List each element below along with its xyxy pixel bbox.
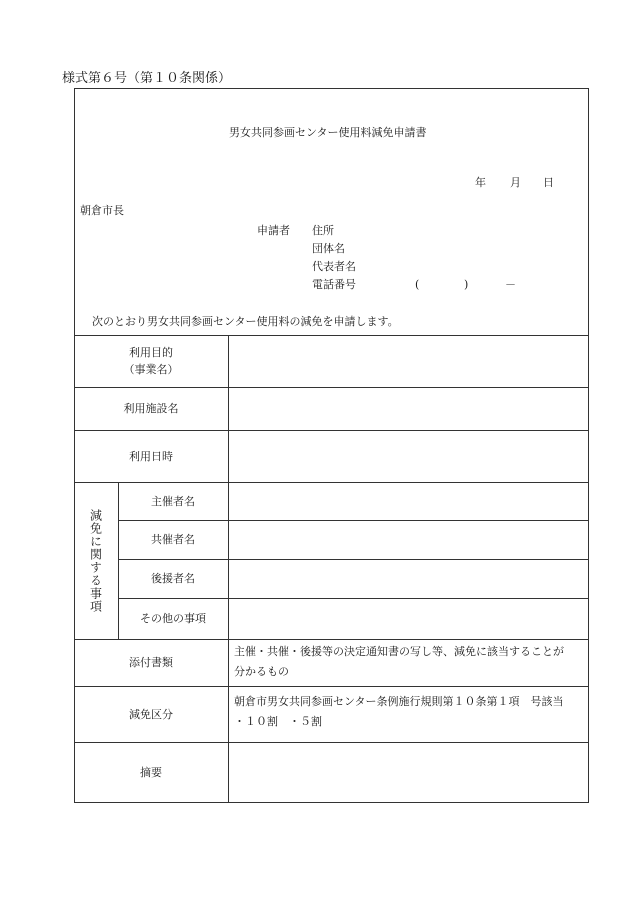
attachments-value-line1: 主催・共催・後援等の決定通知書の写し等、減免に該当することが (234, 645, 564, 658)
organizer-label: 主催者名 (151, 494, 195, 508)
datetime-label: 利用日時 (129, 449, 173, 463)
form-number: 様式第６号（第１０条関係） (62, 71, 232, 86)
form-title: 男女共同参画センター使用料減免申請書 (229, 126, 427, 139)
addressee: 朝倉市長 (80, 204, 124, 217)
phone-open-paren: ( (415, 278, 420, 291)
applicant-phone-label: 電話番号 (312, 278, 356, 291)
purpose-label-line1: 利用目的 (129, 346, 173, 359)
attachments-value (228, 642, 589, 684)
other-label: その他の事項 (140, 612, 206, 625)
co-organizer-label: 共催者名 (151, 533, 195, 546)
date-day-label: 日 (543, 176, 554, 189)
other-input[interactable] (229, 599, 588, 638)
datetime-input[interactable] (229, 431, 588, 481)
organizer-input[interactable] (229, 483, 588, 519)
phone-dash: － (505, 278, 516, 291)
phone-close-paren: ) (464, 278, 469, 291)
category-value (228, 692, 589, 738)
date-year-label: 年 (475, 176, 486, 189)
remarks-label: 摘要 (140, 765, 162, 779)
applicant-org-label: 団体名 (312, 242, 345, 255)
purpose-label-line2: （事業名） (123, 363, 179, 376)
category-value-line1: 朝倉市男女共同参画センター条例施行規則第１０条第１項 号該当 (234, 695, 564, 708)
co-organizer-input[interactable] (229, 521, 588, 558)
sponsor-label: 後援者名 (151, 572, 195, 585)
attachments-label: 添付書類 (129, 656, 173, 669)
remarks-input[interactable] (229, 743, 588, 801)
category-value-line2: ・１０割 ・５割 (234, 715, 322, 728)
exemption-group-label: 減免に関する事項 (88, 508, 103, 613)
facility-label: 利用施設名 (123, 402, 179, 415)
purpose-input[interactable] (229, 336, 588, 386)
purpose-label (74, 335, 228, 387)
attachments-value-line2: 分かるもの (234, 665, 289, 678)
date-month-label: 月 (510, 176, 521, 189)
facility-input[interactable] (229, 388, 588, 429)
applicant-address-label: 住所 (312, 224, 334, 237)
sponsor-input[interactable] (229, 560, 588, 597)
category-label: 減免区分 (129, 707, 173, 721)
applicant-label: 申請者 (257, 224, 290, 237)
applicant-rep-label: 代表者名 (312, 260, 356, 273)
application-statement: 次のとおり男女共同参画センター使用料の減免を申請します。 (92, 315, 399, 328)
